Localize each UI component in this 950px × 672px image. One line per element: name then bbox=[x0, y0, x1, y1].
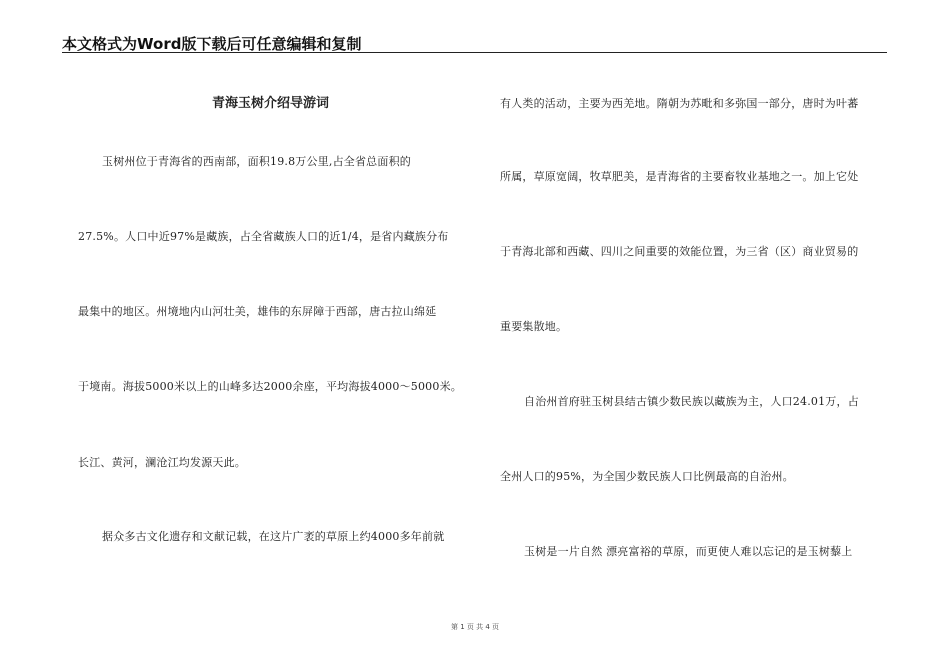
body-line: 有人类的活动，主要为西羌地。隋朝为苏毗和多弥国一部分，唐时为叶蕃 bbox=[500, 97, 859, 110]
body-line: 最集中的地区。州境地内山河壮美，雄伟的东屏障于西部，唐古拉山绵延 bbox=[78, 305, 437, 318]
document-title: 青海玉树介绍导游词 bbox=[211, 96, 329, 111]
body-line: 于境南。海拔5000米以上的山峰多达2000余座，平均海拔4000～5000米。 bbox=[78, 380, 462, 393]
body-line: 据众多古文化遗存和文献记载，在这片广袤的草原上约4000多年前就 bbox=[102, 530, 445, 543]
body-line: 重要集散地。 bbox=[500, 320, 568, 333]
document-header: 本文格式为Word版下载后可任意编辑和复制 bbox=[62, 35, 362, 53]
body-line: 所属，草原宽阔，牧草肥美，是青海省的主要畜牧业基地之一。加上它处 bbox=[500, 170, 859, 183]
body-line: 自治州首府驻玉树县结古镇少数民族以藏族为主，人口24.01万，占 bbox=[524, 395, 859, 408]
body-line: 玉树是一片自然 漂亮富裕的草原，而更使人难以忘记的是玉树藜上 bbox=[524, 545, 853, 558]
body-line: 全州人口的95%，为全国少数民族人口比例最高的自治州。 bbox=[500, 470, 794, 483]
page-number: 第 1 页 共 4 页 bbox=[450, 623, 500, 631]
body-line: 长江、黄河，澜沧江均发源天此。 bbox=[78, 456, 246, 469]
header-divider bbox=[62, 52, 887, 53]
body-line: 玉树州位于青海省的西南部，面积19.8万公里,占全省总面积的 bbox=[102, 155, 411, 168]
body-line: 于青海北部和西藏、四川之间重要的效能位置，为三省（区）商业贸易的 bbox=[500, 245, 859, 258]
body-line: 27.5%。人口中近97%是藏族，占全省藏族人口的近1/4，是省内藏族分布 bbox=[78, 230, 449, 243]
